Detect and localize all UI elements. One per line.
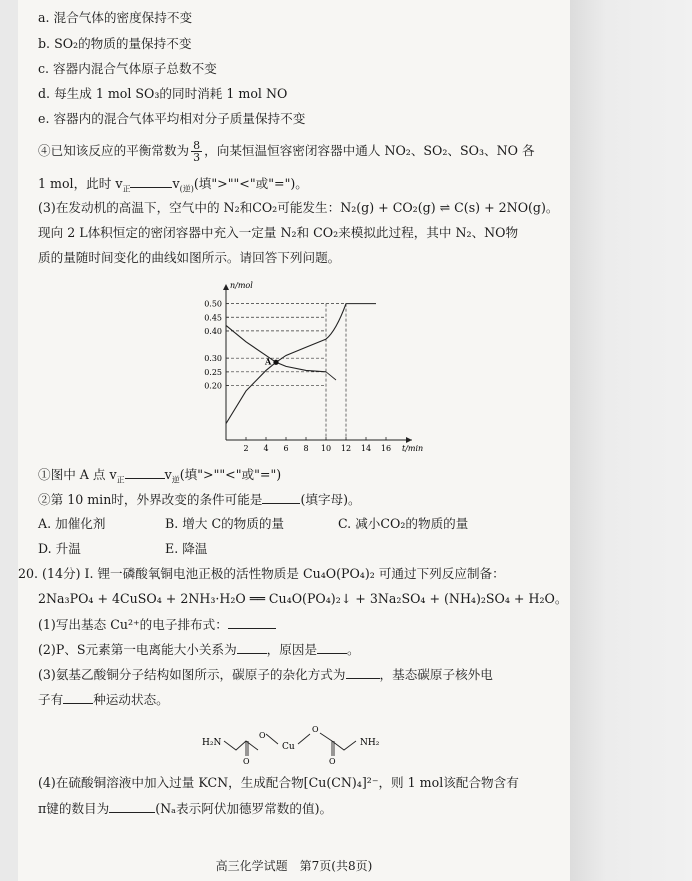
q20-sub4-hint: (Nₐ表示阿伏加德罗常数的值)。 — [155, 801, 333, 816]
v-reverse-sub: (逆) — [179, 184, 194, 194]
period: 。 — [347, 642, 360, 657]
choice-c: C. 减小CO₂的物质的量 — [338, 516, 469, 531]
option-a: a. 混合气体的密度保持不变 — [38, 10, 193, 25]
choice-a: A. 加催化剂 — [38, 516, 106, 531]
answer-blank[interactable] — [63, 691, 93, 704]
x-tick-label: 10 — [320, 444, 332, 453]
x-axis-arrow — [406, 437, 412, 443]
q20-sub1 — [38, 616, 276, 633]
q4-line2-text: 1 mol，此时 v — [38, 176, 123, 191]
q20-sub2-reason: ，原因是 — [266, 642, 318, 657]
y-tick-label: 0.20 — [204, 381, 222, 391]
x-tick-label: 8 — [303, 444, 309, 453]
q4-line2-v: v — [172, 176, 180, 191]
fraction-denominator: 3 — [193, 151, 201, 164]
page-background — [570, 0, 692, 881]
oxygen-label: O — [312, 725, 319, 734]
sub2-line — [38, 491, 361, 508]
sub1-forward: 正 — [116, 475, 125, 485]
series-1-line-after — [326, 372, 336, 380]
sub2-tail: (填字母)。 — [300, 492, 361, 507]
point-a-marker — [273, 360, 278, 365]
q20-sub4-text: π键的数目为 — [38, 801, 110, 816]
part3-line1: (3)在发动机的高温下，空气中的 N₂和CO₂可能发生：N₂(g) + CO₂(g) ⇌ C(s) + 2NO(g)。 — [38, 200, 559, 215]
series-2-line — [226, 339, 326, 424]
page-footer: 高三化学试题 第7页(共8页) — [215, 859, 373, 873]
y-axis-arrow — [223, 284, 229, 290]
q4-line1 — [38, 140, 535, 163]
y-axis-label: n/mol — [230, 281, 253, 290]
q20-sub3 — [38, 666, 493, 683]
answer-blank[interactable] — [109, 800, 155, 813]
q20-sub3-text4: 种运动状态。 — [93, 692, 169, 707]
q20-sub2 — [38, 641, 360, 658]
answer-blank[interactable] — [317, 641, 347, 654]
glycinate-copper-structure — [200, 718, 400, 766]
choice-b: B. 增大 C的物质的量 — [165, 516, 285, 531]
option-c: c. 容器内混合气体原子总数不变 — [38, 61, 217, 76]
sub1-hint: (填">""<"或"=") — [179, 467, 282, 482]
x-axis-label: t/min — [402, 444, 424, 453]
x-tick-label: 14 — [360, 444, 372, 453]
answer-blank[interactable] — [262, 491, 300, 504]
answer-blank[interactable] — [130, 175, 172, 188]
bond-cu-right — [298, 734, 310, 744]
answer-blank[interactable] — [237, 641, 267, 654]
equilibrium-constant-fraction — [191, 140, 202, 163]
sub1-reverse: 逆 — [171, 475, 180, 485]
q20-sub3-text3: 子有 — [38, 692, 64, 707]
q4-line2 — [38, 175, 308, 198]
q4-suffix: ，向某恒温恒容密闭容器中通人 NO₂、SO₂、SO₃、NO 各 — [204, 143, 535, 158]
bond-left — [224, 741, 258, 750]
q4-line2-hint: (填">""<"或"=")。 — [193, 176, 308, 191]
answer-blank[interactable] — [125, 466, 165, 479]
q20-sub1-text: (1)写出基态 Cu²⁺的电子排布式： — [38, 617, 228, 632]
q20-sub4: (4)在硫酸铜溶液中加入过量 KCN，生成配合物[Cu(CN)₄]²⁻，则 1 mol该配合物含有 — [38, 775, 519, 790]
y-tick-label: 0.50 — [204, 299, 222, 309]
part3-line3: 质的量随时间变化的曲线如图所示。请回答下列问题。 — [38, 250, 341, 265]
sub1-text: ①图中 A 点 v — [38, 467, 117, 482]
oxygen-label: O — [259, 731, 266, 740]
v-forward-sub: 正 — [122, 184, 131, 194]
q20-sub3-line2 — [38, 691, 169, 708]
copper-label: Cu — [282, 742, 295, 752]
option-e: e. 容器内的混合气体平均相对分子质量保持不变 — [38, 111, 306, 126]
series-2-line-after — [326, 304, 376, 339]
choice-d: D. 升温 — [38, 541, 81, 556]
x-tick-label: 6 — [283, 444, 289, 453]
x-tick-label: 2 — [243, 444, 249, 453]
option-b: b. SO₂的物质的量保持不变 — [38, 36, 192, 51]
part3-line2: 现向 2 L体积恒定的密闭容器中充入一定量 N₂和 CO₂来模拟此过程，其中 N₂、NO物 — [38, 225, 519, 240]
choice-e: E. 降温 — [165, 541, 208, 556]
n-vs-t-chart — [190, 278, 424, 460]
bond-right — [320, 733, 356, 750]
y-tick-label: 0.25 — [204, 367, 222, 377]
y-tick-label: 0.30 — [204, 354, 222, 364]
oxygen-label: O — [243, 757, 250, 766]
q20-sub3-text: (3)氨基乙酸铜分子结构如图所示，碳原子的杂化方式为 — [38, 667, 346, 682]
x-tick-label: 16 — [380, 444, 392, 453]
answer-blank[interactable] — [346, 666, 380, 679]
answer-blank[interactable] — [228, 616, 276, 629]
option-d: d. 每生成 1 mol SO₃的同时消耗 1 mol NO — [38, 86, 288, 101]
amine-right-label: NH₂ — [360, 738, 380, 748]
q20-line1: 20. (14分) Ⅰ. 锂一磷酸氧铜电池正极的活性物质是 Cu₄O(PO₄)₂ 可通过下列反应制备： — [18, 566, 505, 581]
bond-cu-left — [266, 734, 278, 744]
oxygen-label: O — [329, 757, 336, 766]
q20-sub2-text: (2)P、S元素第一电离能大小关系为 — [38, 642, 237, 657]
y-tick-label: 0.45 — [204, 313, 222, 323]
sub1-line — [38, 466, 281, 489]
x-tick-label: 12 — [340, 444, 352, 453]
q20-sub3-text2: ，基态碳原子核外电 — [379, 667, 493, 682]
q20-sub4-line2 — [38, 800, 332, 817]
point-a-label: A — [265, 356, 272, 367]
amine-left-label: H₂N — [202, 738, 222, 748]
x-tick-label: 4 — [263, 444, 269, 453]
sub1-v: v — [164, 467, 172, 482]
sub2-text: ②第 10 min时，外界改变的条件可能是 — [38, 492, 263, 507]
q4-prefix: ④已知该反应的平衡常数为 — [38, 143, 190, 158]
fraction-numerator: 8 — [193, 139, 201, 152]
q20-equation: 2Na₃PO₄ + 4CuSO₄ + 2NH₃·H₂O ══ Cu₄O(PO₄)₂↓ + 3Na₂SO₄ + (NH₄)₂SO₄ + H₂O。 — [38, 591, 568, 606]
y-tick-label: 0.40 — [204, 326, 222, 336]
